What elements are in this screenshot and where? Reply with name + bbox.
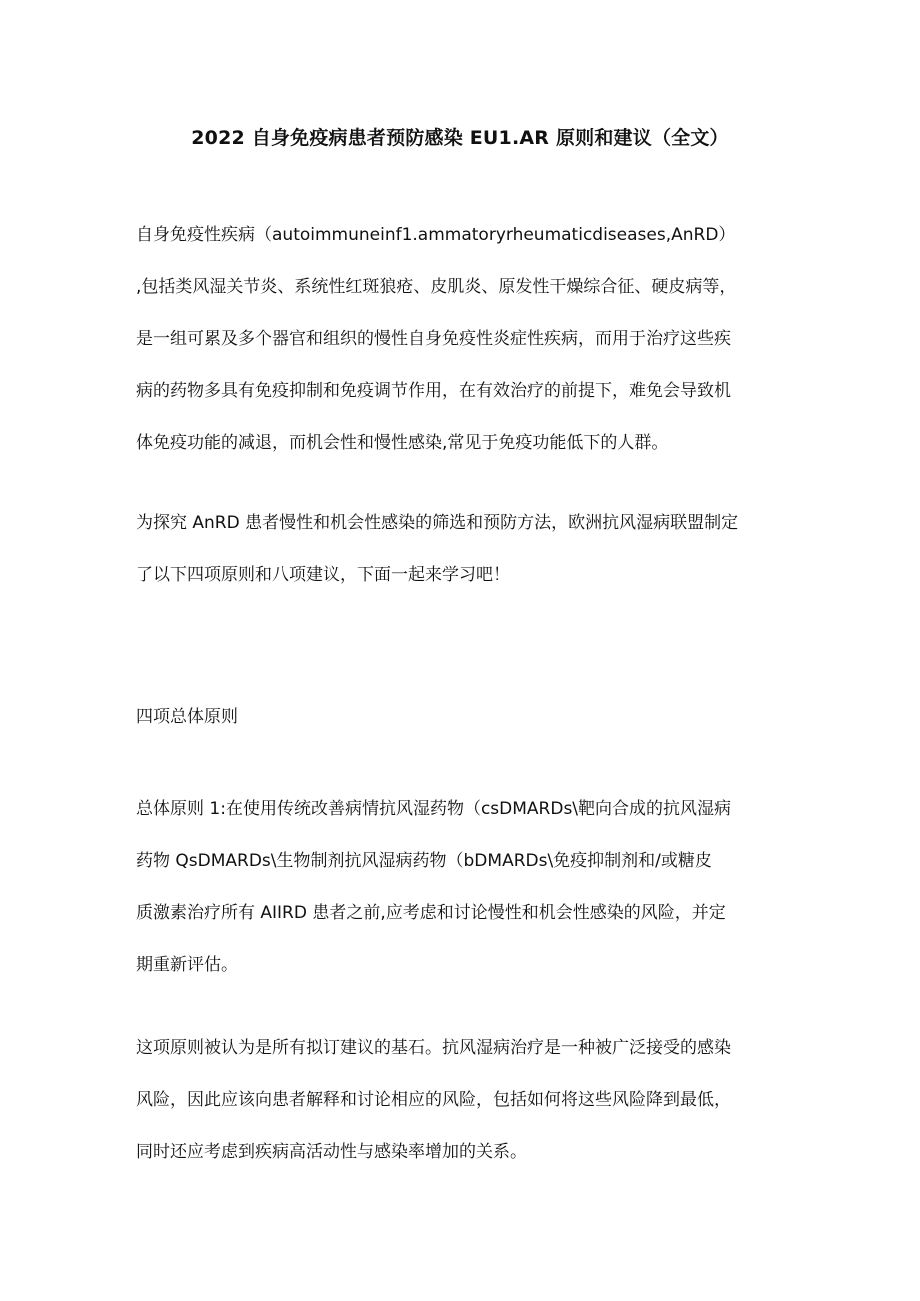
paragraph-line: 风险，因此应该向患者解释和讨论相应的风险，包括如何将这些风险降到最低， [136,1090,731,1110]
section-heading: 四项总体原则 [136,707,238,727]
paragraph-line: 这项原则被认为是所有拟订建议的基石。抗风湿病治疗是一种被广泛接受的感染 [136,1038,731,1058]
principle-1-paragraph [136,783,804,991]
paragraph-line: 体免疫功能的减退，而机会性和慢性感染,常见于免疫功能低下的人群。 [136,433,669,453]
document-title: 2022 自身免疫病患者预防感染 EU1.AR 原则和建议（全文） [191,127,729,149]
principle-1-explanation [136,1022,804,1178]
paragraph-line: 了以下四项原则和八项建议，下面一起来学习吧！ [136,565,510,585]
paragraph-line: 总体原则 1:在使用传统改善病情抗风湿药物（csDMARDs\靶向合成的抗风湿病 [136,799,732,819]
paragraph-line: 是一组可累及多个器官和组织的慢性自身免疫性炎症性疾病，而用于治疗这些疾 [136,329,731,349]
paragraph-line: 药物 QsDMARDs\生物制剂抗风湿病药物（bDMARDs\免疫抑制剂和/或糖皮 [136,851,712,871]
paragraph-line: ,包括类风湿关节炎、系统性红斑狼疮、皮肌炎、原发性干燥综合征、硬皮病等， [136,277,737,297]
paragraph-line: 期重新评估。 [136,955,238,975]
paragraph-line: 自身免疫性疾病（autoimmuneinf1.ammatoryrheumaticdiseases,AnRD） [136,225,736,245]
paragraph-line: 质激素治疗所有 AIIRD 患者之前,应考虑和讨论慢性和机会性感染的风险，并定 [136,903,726,923]
paragraph-line: 同时还应考虑到疾病高活动性与感染率增加的关系。 [136,1142,527,1162]
paragraph-line: 为探究 AnRD 患者慢性和机会性感染的筛选和预防方法，欧洲抗风湿病联盟制定 [136,513,739,533]
intro-paragraph [136,209,804,469]
purpose-paragraph [136,497,804,601]
paragraph-line: 病的药物多具有免疫抑制和免疫调节作用，在有效治疗的前提下，难免会导致机 [136,381,731,401]
